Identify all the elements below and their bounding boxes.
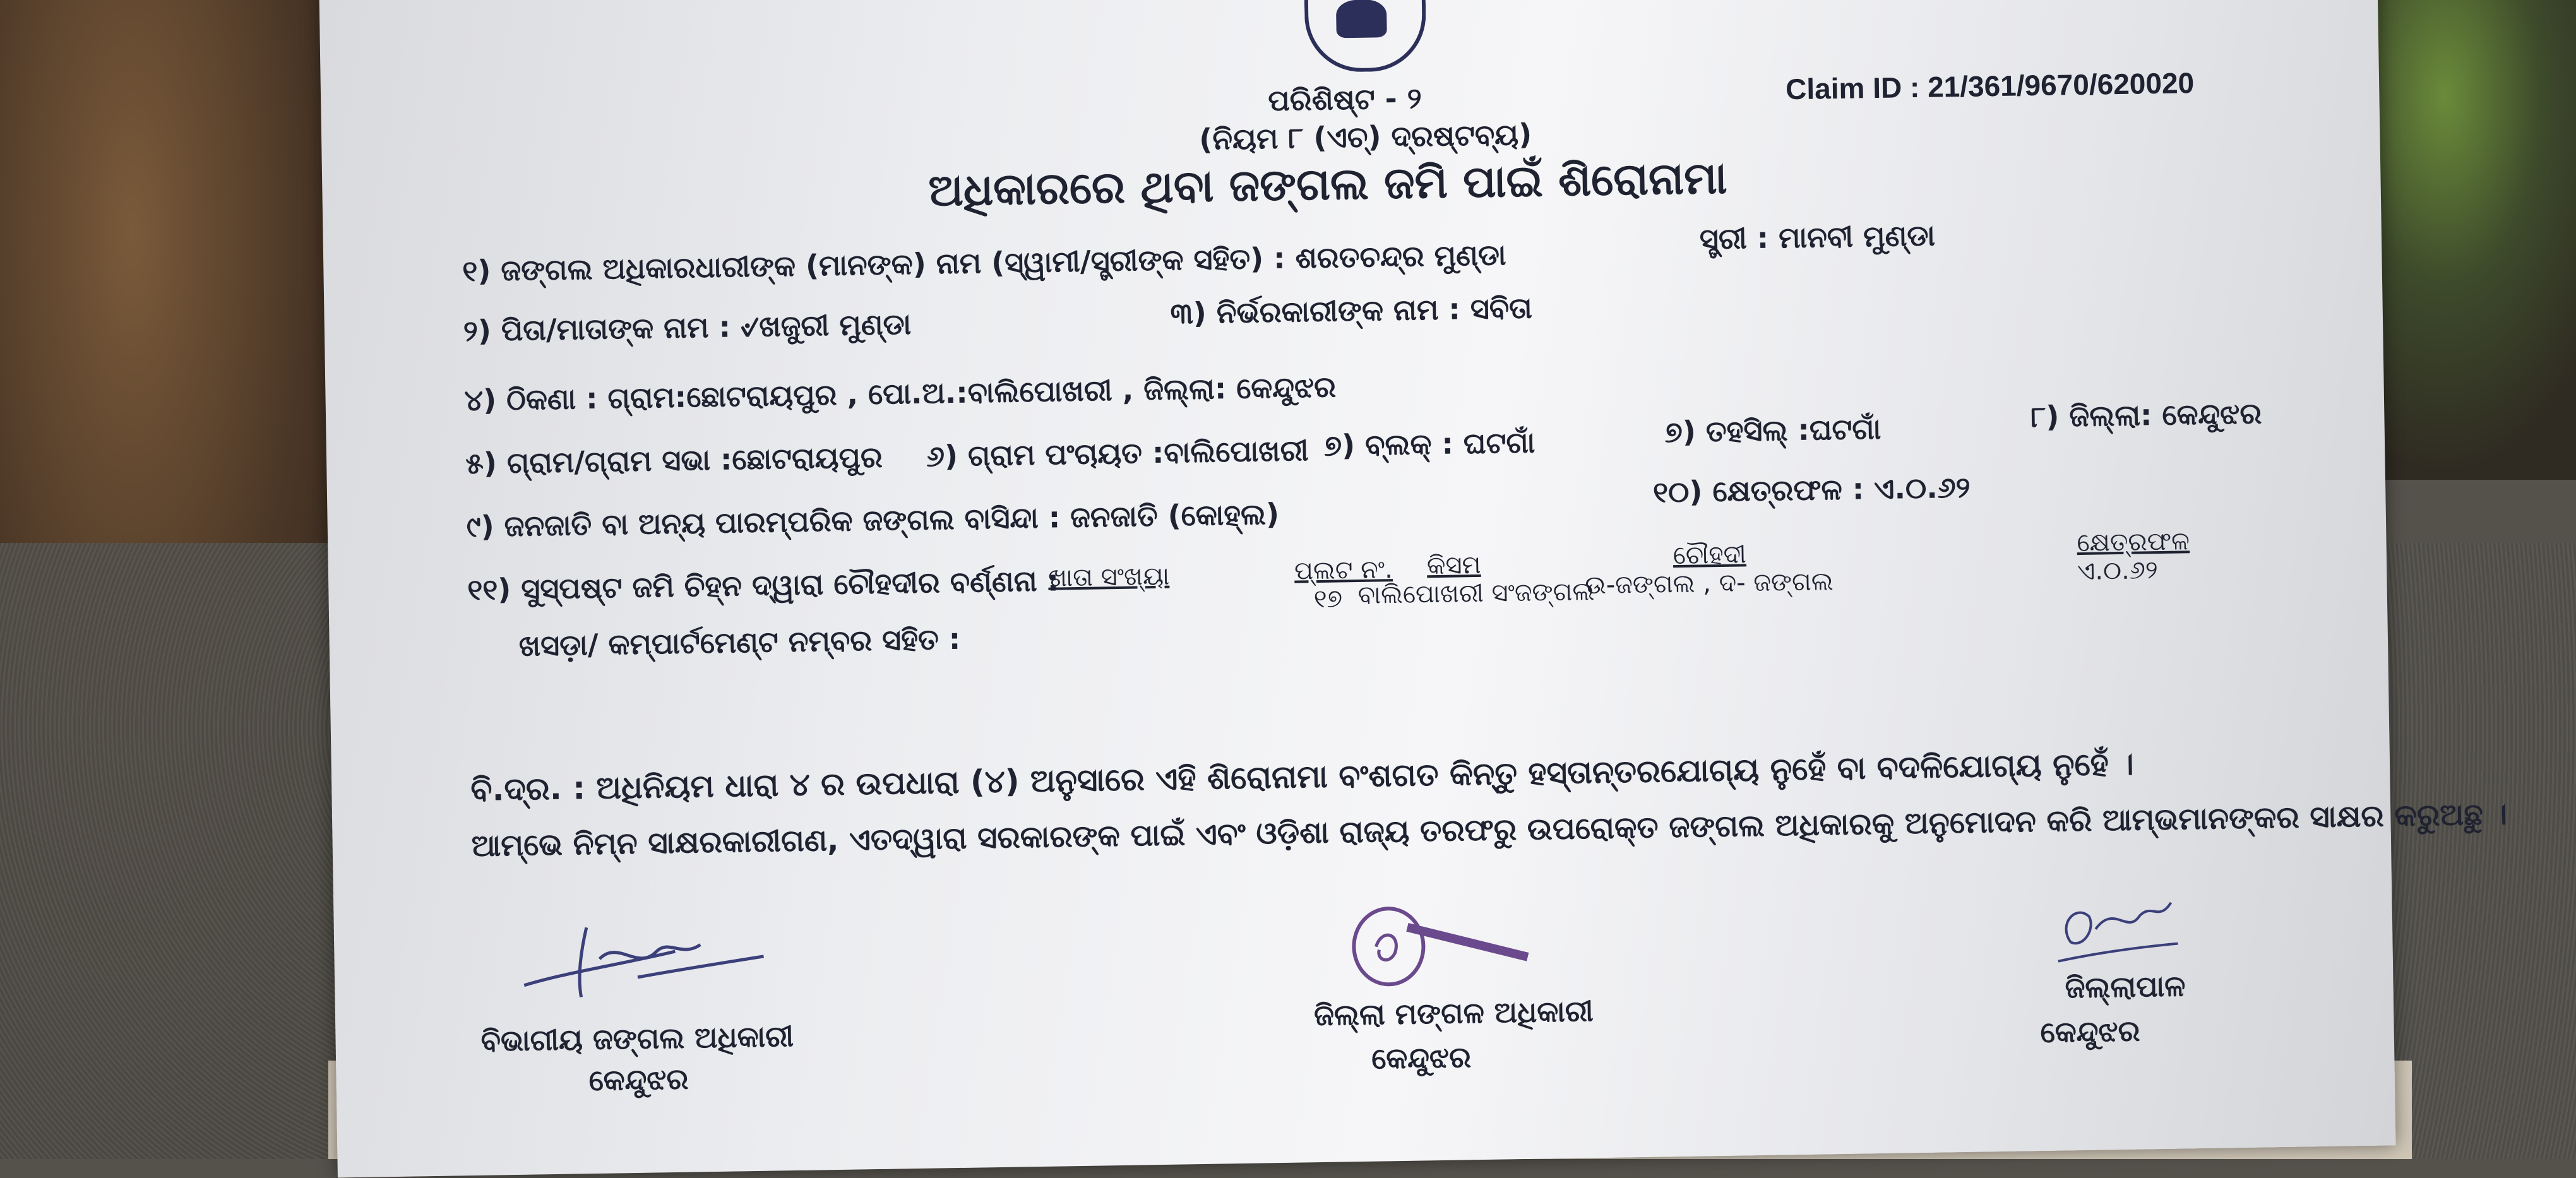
chouhadi-value: ଉ-ଜଙ୍ଗଲ , ଦ- ଜଙ୍ଗଲ: [1585, 567, 1834, 600]
certificate-title: ଅଧିକାରରେ ଥିବା ଜଙ୍ଗଲ ଜମି ପାଇଁ ଶିରୋନାମା: [927, 152, 1728, 217]
forest-land-title-certificate: [319, 0, 2508, 1177]
appendix-label: ପରିଶିଷ୍ଟ - ୨: [1267, 81, 1422, 118]
dfo-signature: [510, 912, 777, 1011]
rule-reference: (ନିୟମ ୮ (ଏଚ୍) ଦ୍ରଷ୍ଟବ୍ୟ): [1198, 117, 1532, 157]
emblem-icon: [1336, 0, 1387, 38]
area-header: କ୍ଷେତ୍ରଫଳ: [2077, 527, 2190, 558]
parent-name: ୨) ପିତା/ମାତାଙ୍କ ନାମ : ୰ଖଜୁରୀ ମୁଣ୍ଡା: [463, 307, 912, 348]
dwo-title: ଜିଲ୍ଲା ମଙ୍ଗଳ ଅଧିକାରୀ: [1313, 994, 1594, 1033]
spouse-name: ସ୍ତ୍ରୀ : ମାନବୀ ମୁଣ୍ଡା: [1699, 218, 1936, 256]
dfo-title: ବିଭାଗୀୟ ଜଙ୍ଗଲ ଅଧିକାରୀ: [480, 1019, 794, 1058]
block: ୭) ବ୍ଲକ୍ : ଘଟଗାଁ: [1323, 425, 1535, 463]
village-gram-sabha: ୫) ଗ୍ରାମ/ଗ୍ରାମ ସଭା :ଛୋଟରାୟପୁର: [465, 439, 883, 481]
tribe-status: ୯) ଜନଜାତି ବା ଅନ୍ୟ ପାରମ୍ପରିକ ଜଙ୍ଗଲ ବାସିନ୍ଦା : ଜନଜାତି (କୋହ୍ଲ): [466, 496, 1280, 544]
note-approval: ଆମ୍ଭେ ନିମ୍ନ ସାକ୍ଷରକାରୀଗଣ, ଏତଦ୍ୱାରା ସରକାରଙ୍କ ପାଇଁ ଏବଂ ଓଡ଼ିଶା ରାଜ୍ୟ ତରଫରୁ ଉପରୋକ୍ତ ଜଙ୍ଗଲ ଅଧିକାରକୁ ଅନୁମୋଦନ କରି ଆମ୍ଭମାନଙ୍କର ସାକ୍ଷର କରୁଅଛୁ ।: [471, 796, 2508, 864]
claim-id: Claim ID : 21/361/9670/620020: [1785, 66, 2195, 106]
dfo-place: କେନ୍ଦୁଝର: [588, 1061, 689, 1098]
khata-header: ଖାତା ସଂଖ୍ୟା: [1047, 561, 1170, 593]
boundary-description-label: ୧୧) ସୁସ୍ପଷ୍ଟ ଜମି ଚିହ୍ନ ଦ୍ୱାରା ଚୌହଦୀର ବର୍ଣ୍ଣନା :: [467, 563, 1059, 607]
chouhadi-header: ଚୌହଦୀ: [1673, 540, 1747, 571]
compartment-number-label: ଖସଡ଼ା/ କମ୍ପାର୍ଟମେଣ୍ଟ ନମ୍ବର ସହିତ :: [518, 621, 961, 663]
address: ୪) ଠିକଣା : ଗ୍ରାମ:ଛୋଟରାୟପୁର , ପୋ.ଅ.:ବାଲିପୋଖରୀ , ଜିଲ୍ଲା: କେନ୍ଦୁଝର: [464, 369, 1337, 418]
note-hereditary: ବି.ଦ୍ର. : ଅଧିନିୟମ ଧାରା ୪ ର ଉପଧାରା (୪) ଅନୁସାରେ ଏହି ଶିରୋନାମା ବଂଶଗତ କିନ୍ତୁ ହସ୍ତାନ୍ତରଯୋଗ୍ୟ ନୁହେଁ ବା ବଦଳିଯୋଗ୍ୟ ନୁହେଁ ।: [470, 745, 2135, 809]
plot-header: ପ୍ଲଟ ନଂ.: [1294, 555, 1393, 586]
dwo-place: କେନ୍ଦୁଝର: [1371, 1040, 1472, 1076]
collector-place: କେନ୍ଦୁଝର: [2040, 1013, 2140, 1050]
collector-signature: [2032, 877, 2197, 974]
area-value: ଏ.୦.୬୨: [2077, 556, 2159, 586]
kisam-value: ବାଲିପୋଖରୀ ସଂଜଙ୍ଗଲ: [1357, 577, 1595, 610]
dwo-signature-stamp: [1318, 886, 1585, 1004]
plot-value: ୧୭: [1313, 584, 1343, 614]
dependent-name: ୩) ନିର୍ଭରକାରୀଙ୍କ ନାମ : ସବିତା: [1170, 290, 1533, 331]
tahasil: ୭) ତହସିଲ୍ :ଘଟଗାଁ: [1664, 411, 1881, 449]
area-field: ୧୦) କ୍ଷେତ୍ରଫଳ : ଏ.୦.୬୨: [1652, 470, 1971, 509]
kisam-header: କିସମ: [1426, 550, 1481, 581]
collector-title: ଜିଲ୍ଲାପାଳ: [2065, 968, 2186, 1005]
district: ୮) ଜିଲ୍ଲା: କେନ୍ଦୁଝର: [2030, 396, 2262, 434]
gram-panchayat: ୬) ଗ୍ରାମ ପଂଚାୟତ :ବାଲିପୋଖରୀ: [926, 433, 1309, 473]
holder-name: ୧) ଜଙ୍ଗଲ ଅଧିକାରଧାରୀଙ୍କ (ମାନଙ୍କ) ନାମ (ସ୍ୱାମୀ/ସ୍ତ୍ରୀଙ୍କ ସହିତ) : ଶରତଚନ୍ଦ୍ର ମୁଣ୍ଡା: [462, 237, 1506, 289]
